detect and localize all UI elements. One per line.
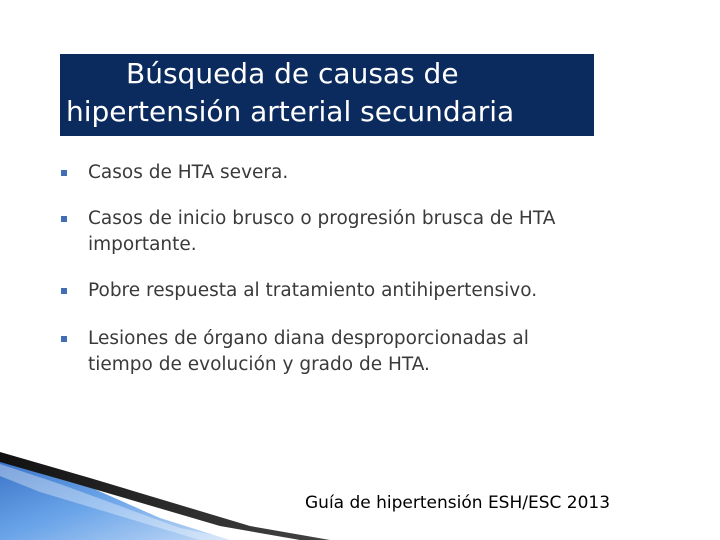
slide-title-line-1: Búsqueda de causas de — [126, 57, 459, 90]
bullet-item — [60, 206, 660, 258]
decorative-swoosh — [0, 440, 360, 540]
slide-title-line-2: hipertensión arterial secundaria — [66, 95, 515, 128]
square-bullet-icon — [61, 170, 67, 176]
bullet-text: Lesiones de órgano diana desproporcionadas al — [88, 328, 529, 349]
square-bullet-icon — [61, 288, 67, 294]
slide-title-box — [60, 54, 594, 136]
bullet-text: Casos de HTA severa. — [88, 162, 289, 183]
bullet-text-continuation: tiempo de evolución y grado de HTA. — [88, 354, 430, 375]
bullet-item — [60, 160, 660, 186]
bullet-text-continuation: importante. — [88, 234, 197, 255]
bullet-text: Pobre respuesta al tratamiento antihipertensivo. — [88, 280, 538, 301]
square-bullet-icon — [61, 216, 67, 222]
bullet-item — [60, 278, 660, 304]
bullet-item — [60, 326, 660, 378]
bullet-text: Casos de inicio brusco o progresión brusca de HTA — [88, 208, 556, 229]
citation-text: Guía de hipertensión ESH/ESC 2013 — [305, 493, 611, 513]
square-bullet-icon — [61, 336, 67, 342]
